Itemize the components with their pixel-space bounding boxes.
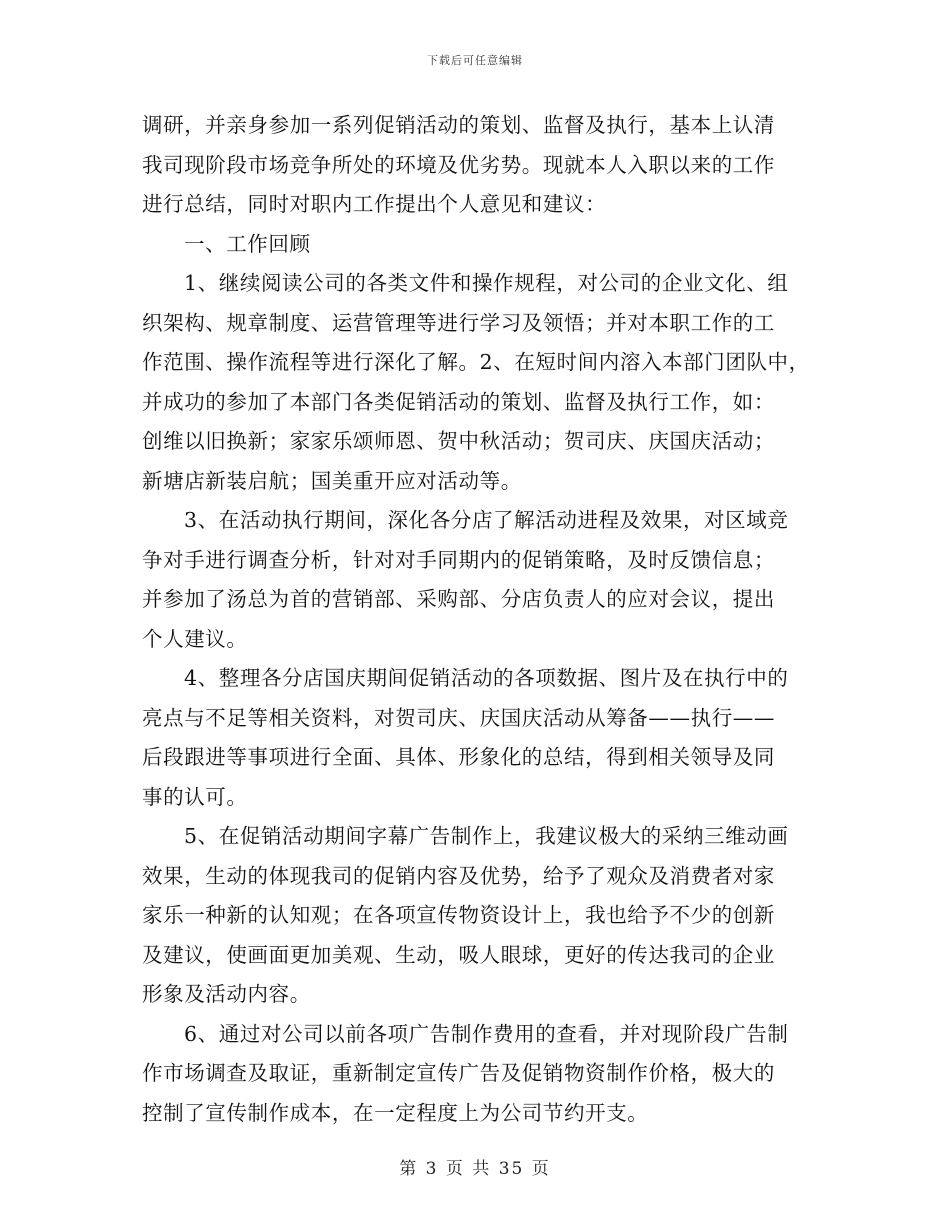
paragraph	[142, 501, 812, 659]
text-line: 织架构、规章制度、运营管理等进行学习及领悟；并对本职工作的工	[142, 310, 775, 335]
document-body	[142, 106, 812, 1133]
text-line: 调研，并亲身参加一系列促销活动的策划、监督及执行，基本上认清	[142, 113, 775, 137]
text-line: 新塘店新装启航；国美重开应对活动等。	[142, 468, 522, 493]
text-line: 作市场调查及取证，重新制定宣传广告及促销物资制作价格，极大的	[142, 1061, 775, 1085]
text-line: 事的认可。	[142, 784, 248, 809]
text-line: 并成功的参加了本部门各类促销活动的策划、监督及执行工作，如：	[142, 389, 775, 414]
text-line: 创维以旧换新；家家乐颂师恩、贺中秋活动；贺司庆、庆国庆活动；	[142, 429, 775, 453]
text-line: 并参加了汤总为首的营销部、采购部、分店负责人的应对会议，提出	[142, 587, 775, 611]
text-line: 效果，生动的体现我司的促销内容及优势，给予了观众及消费者对家	[142, 863, 775, 888]
text-line: 后段跟进等事项进行全面、具体、形象化的总结，得到相关领导及同	[142, 745, 775, 769]
text-line: 个人建议。	[142, 626, 248, 651]
page-header: 下载后可任意编辑	[427, 54, 523, 67]
text-line: 3、在活动执行期间，深化各分店了解活动进程及效果，对区域竞	[184, 508, 789, 532]
text-line: 6、通过对公司以前各项广告制作费用的查看，并对现阶段广告制	[184, 1021, 789, 1046]
text-line: 4、整理各分店国庆期间促销活动的各项数据、图片及在执行中的	[184, 666, 789, 690]
page-footer: 第 3 页 共 35 页	[399, 1159, 551, 1179]
text-line: 争对手进行调查分析，针对对手同期内的促销策略，及时反馈信息；	[142, 547, 775, 572]
text-line: 及建议，使画面更加美观、生动，吸人眼球，更好的传达我司的企业	[142, 942, 775, 967]
text-line: 作范围、操作流程等进行深化了解。2、在短时间内溶入本部门团队中，	[142, 350, 810, 374]
text-line: 5、在促销活动期间字幕广告制作上，我建议极大的采纳三维动画	[184, 824, 789, 848]
text-line: 1、继续阅读公司的各类文件和操作规程，对公司的企业文化、组	[184, 271, 789, 295]
paragraph	[142, 1015, 812, 1134]
paragraph	[142, 817, 812, 1015]
text-line: 进行总结，同时对职内工作提出个人意见和建议：	[142, 192, 607, 216]
text-line: 形象及活动内容。	[142, 982, 311, 1006]
text-line: 亮点与不足等相关资料，对贺司庆、庆国庆活动从筹备——执行——	[142, 705, 775, 730]
paragraph	[142, 106, 812, 225]
text-line: 我司现阶段市场竞争所处的环境及优劣势。现就本人入职以来的工作	[142, 152, 775, 177]
paragraph	[142, 225, 812, 265]
text-line: 控制了宣传制作成本，在一定程度上为公司节约开支。	[142, 1100, 649, 1125]
text-line: 一、工作回顾	[184, 231, 311, 256]
text-line: 家乐一种新的认知观；在各项宣传物资设计上，我也给予不少的创新	[142, 903, 775, 927]
paragraph	[142, 659, 812, 817]
paragraph	[142, 264, 812, 501]
